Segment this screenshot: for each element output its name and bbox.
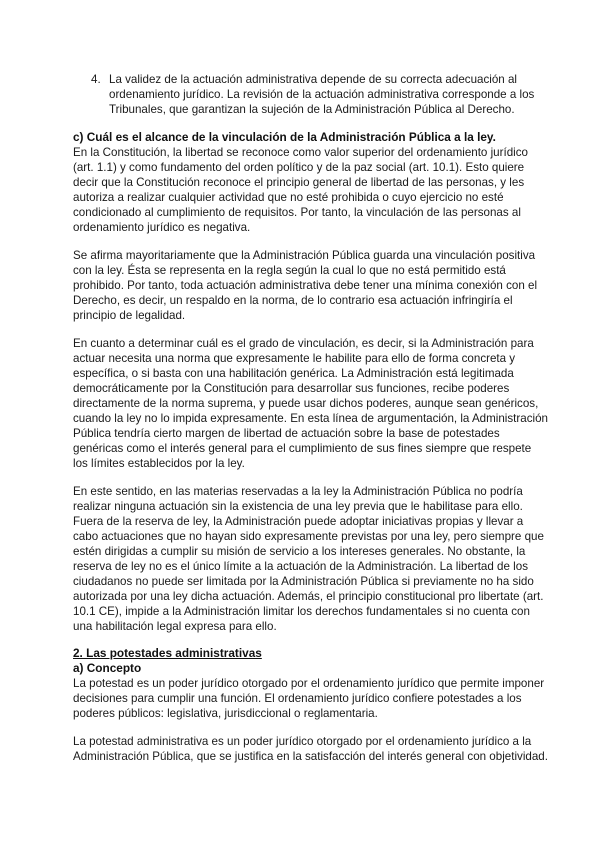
paragraph-line: autoriza a realizar cualquier actividad que no esté prohibida o cuyo ejercicio no esté xyxy=(73,191,504,204)
list-item-line: Tribunales, que garantizan la sujeción de la Administración Pública al Derecho. xyxy=(109,103,515,116)
paragraph-line: La potestad es un poder jurídico otorgado por el ordenamiento jurídico que permite imponer xyxy=(73,677,545,690)
paragraph-line: poderes públicos: legislativa, jurisdiccional o reglamentaria. xyxy=(73,707,378,720)
paragraph-line: estén dirigidas a cumplir su misión de servicio a los intereses generales. No obstante, la xyxy=(73,545,526,558)
paragraph-line: cabo actuaciones que no hayan sido expresamente previstas por una ley, pero siempre que xyxy=(73,530,544,543)
list-item-line: La validez de la actuación administrativa depende de su correcta adecuación al xyxy=(109,73,517,86)
paragraph-line: prohibido. Por tanto, toda actuación administrativa debe tener una mínima conexión con el xyxy=(73,279,538,292)
paragraph-line: específica, o si basta con una habilitación genérica. La Administración está legitimada xyxy=(73,367,514,380)
paragraph-line: principio de legalidad. xyxy=(73,309,186,322)
paragraph-line: Derecho, es decir, un respaldo en la norma, de lo contrario esa actuación infringiría el xyxy=(73,294,513,307)
paragraph-line: 10.1 CE), impide a la Administración limitar los derechos fundamentales si no cuenta con xyxy=(73,605,530,618)
paragraph-line: realizar ninguna actuación sin la existencia de una ley previa que le habilitase para ello. xyxy=(73,500,523,513)
paragraph-line: democráticamente por la Constitución para desarrollar sus funciones, recibe poderes xyxy=(73,382,510,395)
paragraph-line: decir que la Constitución reconoce el principio general de libertad de las personas, y les xyxy=(73,176,525,189)
paragraph-line: autorizada por una ley dicha actuación. Además, el principio constitucional pro libertate (art. xyxy=(73,590,544,603)
paragraph-line: directamente de la norma suprema, y puede usar dichos poderes, aunque sean genéricos, xyxy=(73,397,539,410)
paragraph-line: condicionado al cumplimiento de requisitos. Por tanto, la vinculación de las personas al xyxy=(73,206,521,219)
paragraph-line: actuar necesita una norma que expresamente le habilite para ello de forma concreta y xyxy=(73,352,516,365)
paragraph-line: reserva de ley no es el único límite a la actuación de la Administración. La libertad de los xyxy=(73,560,528,573)
paragraph-line: los límites establecidos por la ley. xyxy=(73,457,245,470)
section-c-heading: c) Cuál es el alcance de la vinculación de la Administración Pública a la ley. xyxy=(73,130,496,144)
paragraph-line: Fuera de la reserva de ley, la Administración puede adoptar iniciativas propias y llevar a xyxy=(73,515,524,528)
list-item-line: ordenamiento jurídico. La revisión de la actuación administrativa corresponde a los xyxy=(109,88,535,101)
paragraph-line: La potestad administrativa es un poder jurídico otorgado por el ordenamiento jurídico a la xyxy=(73,735,532,748)
paragraph-line: Pública tendría cierto margen de libertad de actuación sobre la base de potestades xyxy=(73,427,500,440)
paragraph-line: ciudadanos no puede ser limitada por la Administración Pública si previamente no ha sido xyxy=(73,575,534,588)
paragraph-line: En cuanto a determinar cuál es el grado de vinculación, es decir, si la Administración para xyxy=(73,337,534,350)
paragraph-line: una habilitación legal expresa para ello. xyxy=(73,620,277,633)
paragraph-line: genéricas como el interés general para el cumplimiento de sus fines siempre que respete xyxy=(73,442,532,455)
paragraph-line: (art. 1.1) y como fundamento del orden político y de la paz social (art. 10.1). Esto quiere xyxy=(73,161,525,174)
list-number: 4. xyxy=(91,73,101,86)
section-2-heading: 2. Las potestades administrativas xyxy=(73,646,262,660)
paragraph-line: cuando la ley no lo impida expresamente. En esta línea de argumentación, la Administración xyxy=(73,412,548,425)
paragraph-line: decisiones para cumplir una función. El ordenamiento jurídico confiere potestades a los xyxy=(73,692,522,705)
paragraph-line: con la ley. Ésta se representa en la regla según la cual lo que no está permitido está xyxy=(73,264,506,277)
paragraph-line: Se afirma mayoritariamente que la Administración Pública guarda una vinculación positiva xyxy=(73,249,536,262)
paragraph-line: En este sentido, en las materias reservadas a la ley la Administración Pública no podría xyxy=(73,485,523,498)
paragraph-line: En la Constitución, la libertad se reconoce como valor superior del ordenamiento jurídico xyxy=(73,146,528,159)
section-2a-subheading: a) Concepto xyxy=(73,661,142,675)
paragraph-line: ordenamiento jurídico es negativa. xyxy=(73,221,251,234)
paragraph-line: Administración Pública, que se justifica en la satisfacción del interés general con objetividad. xyxy=(73,750,548,763)
